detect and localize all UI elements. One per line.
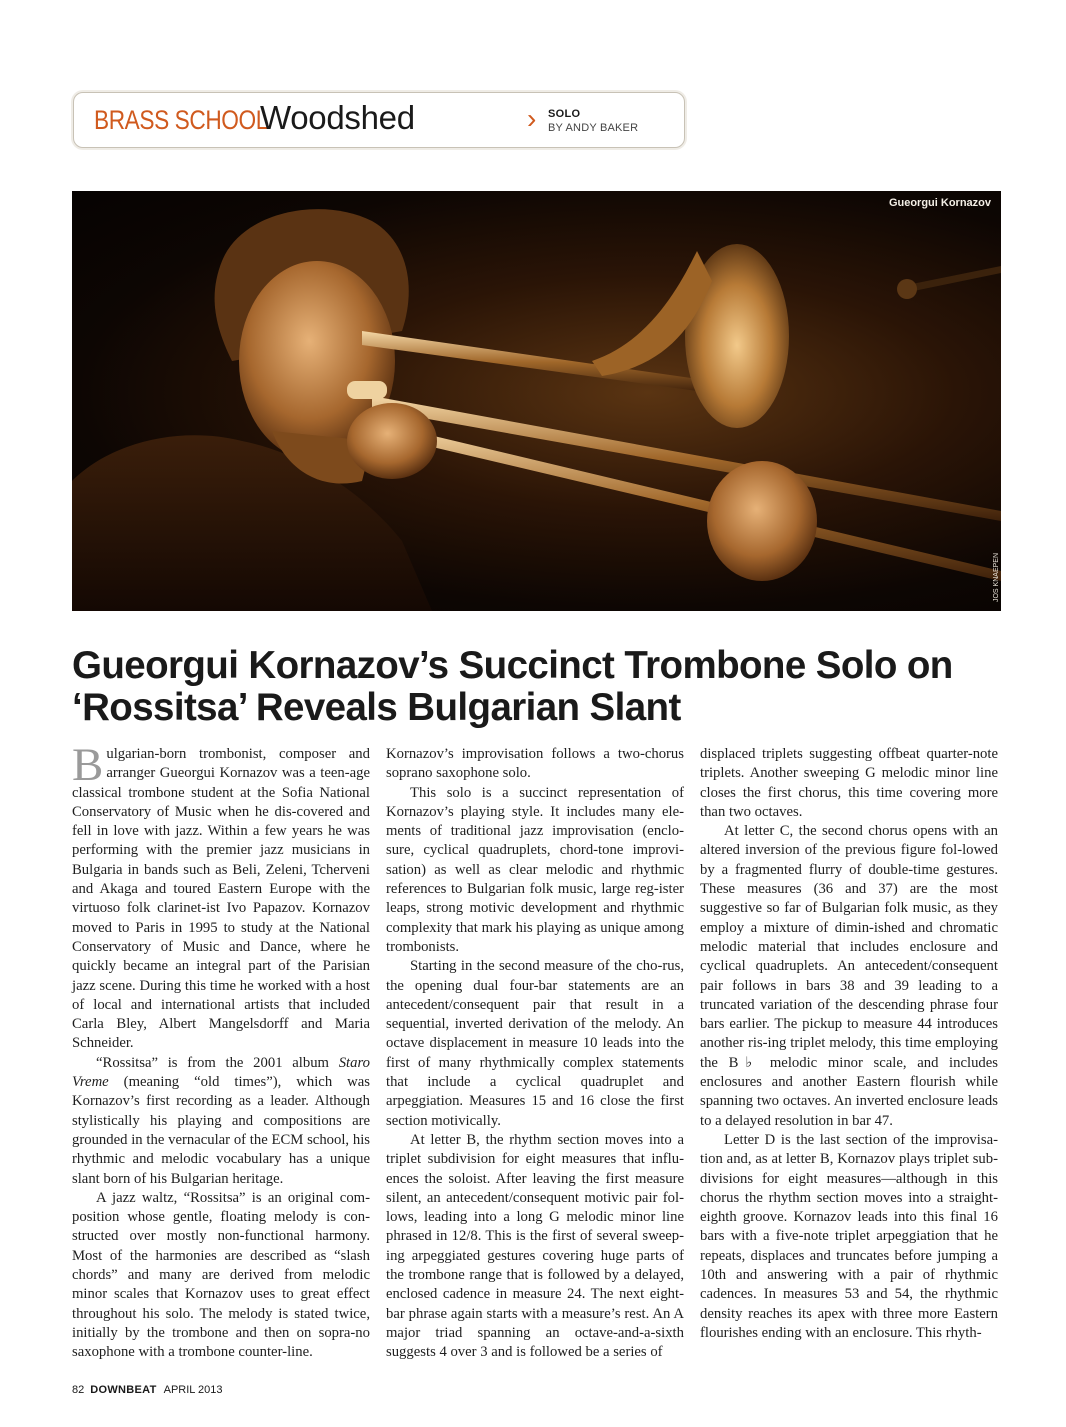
byline: BY ANDY BAKER bbox=[548, 122, 639, 134]
page-number: 82 bbox=[72, 1384, 85, 1396]
chevron-right-icon: › bbox=[527, 103, 537, 134]
department-title: Woodshed bbox=[260, 99, 415, 136]
trombonist-illustration bbox=[72, 191, 1001, 611]
paragraph: Bulgarian-born trombonist, composer and arranger Gueorgui Kornazov was a teen-age classical trombone student at the Sofia National Conservatory of Music when he dis-covered and fell in love with jazz. Within a few years he was performing with the premier jazz musicians in Bulgaria in bands such as Beli, Zeleni, Tcherveni and Akaga and toured Eastern Europe with the virtuoso folk clarinet-ist Ivo Papazov. Kornazov moved to Paris in 1995 to study at the National Conservatory of Music and Dance, where he quickly became an integral part of the Parisian jazz scene. During this time he worked with a host of local and international artists that included Carla Bley, Albert Mangelsdorff and Maria Schneider. bbox=[72, 739, 370, 1052]
paragraph: A jazz waltz, “Rossitsa” is an original com-position whose gentle, floating melody is con-structed over mostly non-functional harmony. Most of the harmonies are described as “slash chords” and many are derived from melodic minor scales that Kornazov uses to great effect throughout his solo. The melody is stated twice, initially by the trombone and then on sopra-no saxophone with a trombone counter-line. bbox=[72, 1189, 370, 1361]
paragraph: This solo is a succinct representation of Kornazov’s playing style. It includes many ele-ments of traditional jazz improvisation (enclo-sure, cyclical quadruplets, chord-tone improvi-sation) as well as clear melodic and rhythmic references to Bulgarian folk music, large reg-ister leaps, strong motivic development and rhythmic complexity that mark his playing as unique among trombonists. bbox=[386, 784, 684, 955]
hero-photo bbox=[72, 191, 1001, 611]
album-title: Staro Vreme bbox=[72, 1054, 370, 1091]
article-headline: Gueorgui Kornazov’s Succinct Trombone Solo on ‘Rossitsa’ Reveals Bulgarian Slant bbox=[72, 644, 953, 729]
body-column-2 bbox=[386, 745, 684, 1363]
section-label: BRASS SCHOOL bbox=[94, 105, 268, 135]
paragraph: Starting in the second measure of the cho-rus, the opening dual four-bar statements are an antecedent/consequent pair that result in a sequential, inverted derivation of the melody. An octave displacement in measure 10 leads into the first of many rhythmically complex statements that include a cyclical quadruplet and arpeggiation. Measures 15 and 16 close the first section motivically. bbox=[386, 958, 684, 1129]
department-header bbox=[73, 92, 685, 148]
page-folio bbox=[72, 1384, 223, 1396]
body-column-3 bbox=[700, 745, 998, 1343]
paragraph: Letter D is the last section of the improvisa-tion and, as at letter B, Kornazov plays triplet sub-divisions for eight measures—although in this chorus the rhythm section moves into a straight-eighth groove. Kornazov leads into this final 16 bars with a five-note triplet arpeggiation that he repeats, displaces and truncates before jumping a 10th and answering with a pair of rhythmic cadences. In measures 53 and 54, the rhythmic density reaches its apex with three more Eastern flourishes ending with an enclosure. This rhyth- bbox=[700, 1131, 998, 1341]
magazine-name: DOWNBEAT bbox=[90, 1384, 157, 1396]
paragraph: At letter C, the second chorus opens with an altered inversion of the previous figure fol-lowed by a fragmented flurry of double-time gestures. These measures (36 and 37) are the most suggestive so far of Bulgarian folk music, as they employ a mixture of dimin-ished and chromatic melodic material that includes enclosure and cyclical quadruplets. An antecedent/consequent pair follows in bars 38 and 39 leading to a truncated variation of the descending phrase four bars earlier. The pickup to measure 44 introduces another ris-ing triplet melody, this time employing the B♭ melodic minor scale, and includes enclosures and another Eastern flourish while spanning two octaves. An inverted enclosure leads to a delayed resolution in bar 47. bbox=[700, 823, 998, 1129]
left-hand bbox=[347, 403, 437, 479]
photo-caption: Gueorgui Kornazov bbox=[888, 197, 991, 209]
paragraph: “Rossitsa” is from the 2001 album Staro Vreme (meaning “old times”), which was Kornazov’s first recording as a leader. Although stylistically his playing and compositions are grounded in the vernacular of the ECM school, his rhythmic and melodic vocabulary has a unique slant born of his Bulgarian heritage. bbox=[72, 1054, 370, 1187]
kicker: SOLO bbox=[548, 108, 581, 120]
paragraph: displaced triplets suggesting offbeat quarter-note triplets. Another sweeping G melodic minor line closes the first chorus, this time covering more than two octaves. bbox=[700, 746, 998, 820]
photo-credit: JOS KNAEPEN bbox=[992, 552, 1000, 603]
body-column-1 bbox=[72, 739, 370, 1363]
drop-cap: B bbox=[72, 739, 104, 791]
right-hand bbox=[707, 461, 817, 581]
paragraph: At letter B, the rhythm section moves into a triplet subdivision for eight measures that influ-ences the soloist. After leaving the first measure silent, an antecedent/consequent motivic pair fol-lows, leading into a long G melodic minor line phrased in 12/8. This is the first of several sweep-ing arpeggiated gestures covering huge parts of the trombone range that is followed by a delayed, enclosed cadence in measure 24. The next eight-bar phrase again starts with a measure’s rest. An A major triad spanning an octave-and-a-sixth suggests 4 over 3 and is followed be a series of bbox=[386, 1131, 684, 1361]
issue-date: APRIL 2013 bbox=[163, 1384, 223, 1396]
paragraph: Kornazov’s improvisation follows a two-chorus soprano saxophone solo. bbox=[386, 746, 684, 782]
